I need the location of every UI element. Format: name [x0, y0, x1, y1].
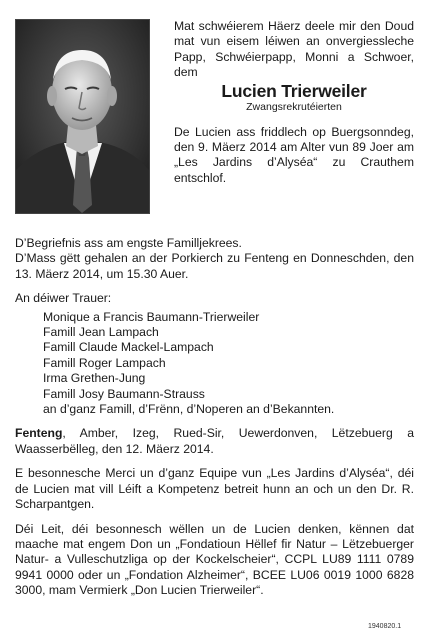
burial-text: D’Begriefnis ass am engste Familljekrees. — [15, 236, 242, 250]
reference-number: 1940820.1 — [368, 623, 402, 630]
mass-text: D’Mass gëtt gehalen an der Porkierch zu Fenteng en Donneschden, den 13. Mäerz 2014, um 15.30 Auer. — [15, 251, 414, 281]
donation-text: Déi Leit, déi besonnesch wëllen un de Lucien denken, kënnen dat maache mat engem Don un „Fondatioun Hëllef fir Natur – Lëtzebuerger Natur- a Vulleschutzliga op der Kockelscheier“, CCPL LU89 1111 0789 9941 0000 oder un „Fondation Alzheimer“, BCEE LU06 0019 1000 6828 3000, mam Vermierk „Don Lucien Trierweiler“. — [15, 521, 414, 598]
mourner-item: an d’ganz Famill, d’Frënn, d’Noperen an d’Bekannten. — [43, 402, 335, 417]
place-bold: Fenteng — [15, 426, 63, 441]
place-date — [15, 426, 414, 457]
deceased-subtitle: Zwangsrekrutéierten — [246, 100, 342, 113]
deceased-name: Lucien Trierweiler — [221, 80, 367, 101]
mourner-item: Famill Jean Lampach — [43, 325, 159, 340]
portrait-photo — [15, 19, 150, 214]
mourner-item: Monique a Francis Baumann-Trierweiler — [43, 309, 260, 324]
intro-text: Mat schwéierem Häerz deele mir den Doud mat vun eisem léiwen an onvergiessleche Papp, Schwéierpapp, Monni a Schwoer, dem — [174, 19, 414, 80]
portrait-photo-graphic — [16, 20, 149, 213]
mourner-item: Irma Grethen-Jung — [43, 371, 146, 386]
mourners-list — [15, 310, 414, 418]
thanks-text: E besonnesche Merci un d’ganz Equipe vun „Les Jardins d’Alyséa“, déi de Lucien mat vill Léift a Kompetenz betreit hunn an och un den Dr. R. Scharpantgen. — [15, 466, 414, 512]
place-rest: , Amber, Izeg, Rued-Sir, Uewerdonven, Lëtzebuerg a Waasserbëlleg, den 12. Mäerz 2014. — [15, 426, 414, 456]
mourner-item: Famill Claude Mackel-Lampach — [43, 340, 214, 355]
mourner-item: Famill Josy Baumann-Strauss — [43, 386, 205, 401]
intro-block — [174, 19, 414, 186]
mourner-item: Famill Roger Lampach — [43, 355, 166, 370]
death-notice: De Lucien ass friddlech op Buergsonndeg, den 9. Mäerz 2014 am Alter vun 89 Joer am „Les Jardins d’Alyséa“ zu Crauthem entschlof. — [174, 124, 414, 185]
mourning-intro: An déiwer Trauer: — [15, 291, 112, 306]
notice-body — [15, 236, 414, 608]
